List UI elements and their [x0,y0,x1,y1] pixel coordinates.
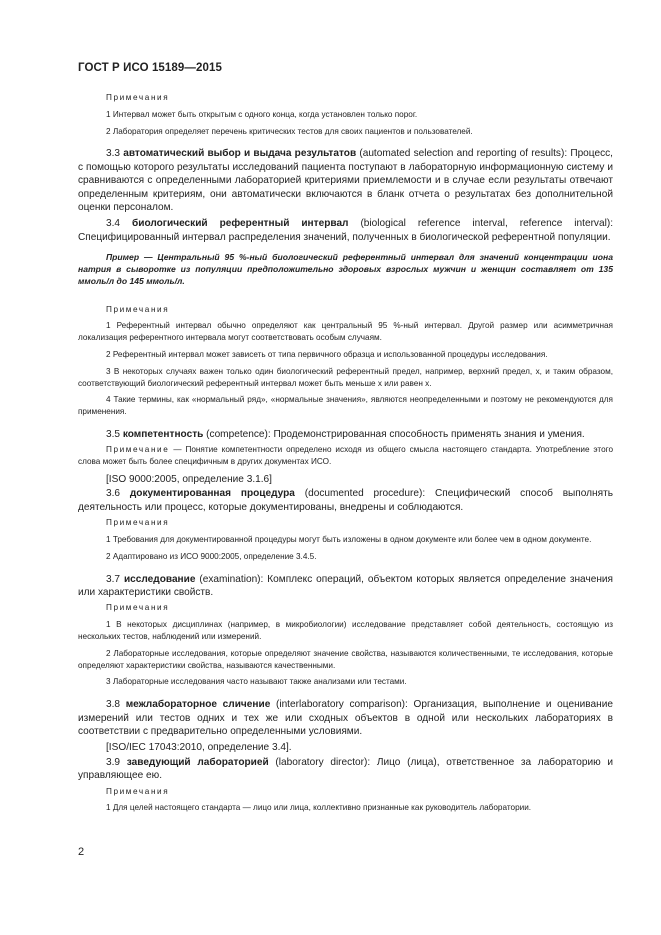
note-single: Примечание — Понятие компетентности определено исходя из общего смысла настоящего стандарта. Употребление этого слова может быть более специфичным в других документах ИСО. [78,445,613,467]
definition-3-9: 3.9 заведующий лабораторией (laboratory director): Лицо (лица), ответственное за лабораторию и управляющее ею. [78,756,613,782]
term-title: межлабораторное сличение [125,699,271,711]
note-item: 2 Референтный интервал может зависеть от типа первичного образца и использованной процедуры исследования. [106,350,548,360]
notes-heading: Примечания [106,304,170,314]
notes-heading: Примечания [106,603,170,613]
definition-3-5: 3.5 компетентность (competence): Продемонстрированная способность применять знания и умения. [106,429,585,440]
term-title: автоматический выбор и выдача результатов [123,148,357,160]
note-item: 2 Лабораторные исследования, которые определяют значение свойства, называются количественными, те исследования, которые определяют характеристики свойства, называются качественными. [78,648,613,670]
term-title: исследование [123,573,196,585]
reference: [ISO/IEC 17043:2010, определение 3.4]. [106,742,292,754]
reference: [ISO 9000:2005, определение 3.1.6] [106,474,272,485]
example-text: Пример — Центральный 95 %-ный биологический референтный интервал для значений концентрации иона натрия в сыворотке из популяции предположительно здоровых взрослых мужчин и женщин составляет от 135 ммоль/л до 145 ммоль/л. [78,252,613,286]
note-item: 2 Лаборатория определяет перечень критических тестов для своих пациентов и пользователей. [106,126,473,136]
definition-3-6: 3.6 документированная процедура (documented procedure): Специфический способ выполнять деятельность или процесс, которые документированы, внедрены и соблюдаются. [78,488,613,513]
definition-3-8: 3.8 межлабораторное сличение (interlaboratory comparison): Организация, выполнение и оценивание измерений или тестов одних и тех же или сходных объектов в одной или нескольких лабораториях в соответствии с предварительно определенными условиями. [78,699,613,738]
definition-3-3: 3.3 автоматический выбор и выдача результатов (automated selection and reporting of results): Процесс, с помощью которого результаты исследований пациента поступают в лабораторную информационную систему и сравниваются с определенными лабораторией критериями приемлемости и в случае если результаты отвечают определенным критериям, они автоматически включаются в бланк отчета о результатах без дополнительной оценки персоналом. [78,148,613,214]
document-body [78,92,613,819]
note-item: 3 Лабораторные исследования часто называют также анализами или тестами. [106,677,407,687]
definition-3-7: 3.7 исследование (examination): Комплекс операций, объектом которых является определение значения или характеристики свойств. [78,573,614,599]
note-item: 1 Интервал может быть открытым с одного конца, когда установлен только порог. [106,109,418,119]
note-item: 1 В некоторых дисциплинах (например, в микробиологии) исследование представляет собой деятельность, состоящую из нескольких тестов, наблюдений или измерений. [78,620,613,642]
notes-heading: Примечания [106,93,170,102]
note-item: 1 Референтный интервал обычно определяют как центральный 95 %-ный интервал. Другой размер или асимметричная локализация референтного интервала могут соответствовать особым случаям. [78,321,613,343]
term-title: документированная процедура [129,488,295,500]
note-item: 2 Адаптировано из ИСО 9000:2005, определение 3.4.5. [106,551,317,561]
note-item: 4 Такие термины, как «нормальный ряд», «нормальные значения», являются неопределенными и поэтому не рекомендуются для применения. [78,395,613,417]
note-item: 1 Требования для документированной процедуры могут быть изложены в одном документе или более чем в одном документе. [106,535,592,545]
document-header: ГОСТ Р ИСО 15189—2015 [78,62,223,74]
note-item: 3 В некоторых случаях важен только один биологический референтный предел, например, верхний предел, x, и таким образом, соответствующий биологический референтный интервал может быть меньше x или равен x. [78,366,613,388]
term-title: биологический референтный интервал [132,218,349,230]
page-number: 2 [78,846,85,858]
notes-heading: Примечания [106,786,170,796]
definition-3-4: 3.4 биологический референтный интервал (biological reference interval, reference interval): Специфицированный интервал распределения значений, полученных в биологической референтной популяции. [78,218,613,243]
notes-heading: Примечания [106,518,170,528]
note-item: 1 Для целей настоящего стандарта — лицо или лица, коллективно признанные как руководитель лаборатории. [106,803,532,813]
term-title: заведующий лабораторией [126,756,269,768]
term-title: компетентность [122,429,204,440]
